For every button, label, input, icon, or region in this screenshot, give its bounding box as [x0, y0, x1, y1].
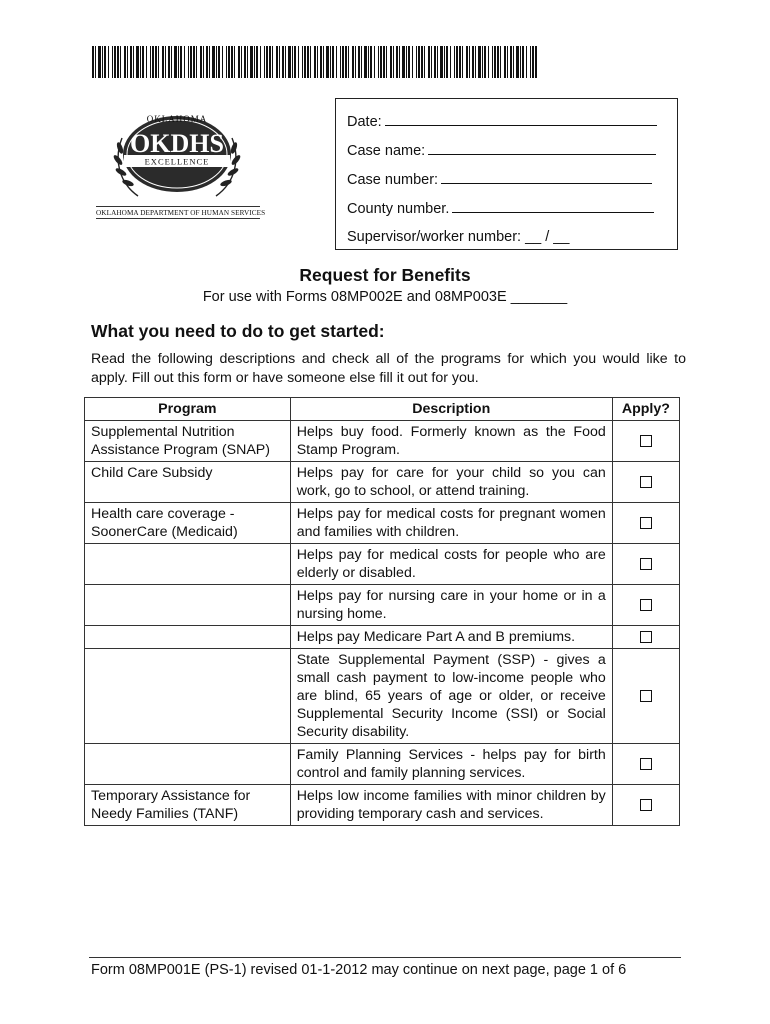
description-cell: State Supplemental Payment (SSP) - gives a small cash payment to low-income people who are blind, 65 years of age or older, or receive Supplemental Security Income (SSI) or Social Security disability.: [290, 649, 612, 744]
description-header: Description: [290, 398, 612, 421]
benefits-table: [84, 397, 680, 826]
case-number-field[interactable]: [441, 171, 652, 184]
apply-cell: [612, 503, 679, 544]
county-number-field[interactable]: [452, 200, 654, 213]
apply-checkbox-child-care[interactable]: [640, 476, 652, 488]
apply-checkbox-nursing-care[interactable]: [640, 599, 652, 611]
county-number-row: [347, 200, 654, 217]
table-row: [85, 744, 680, 785]
okdhs-logo: [96, 106, 266, 224]
description-cell: Helps pay for nursing care in your home or in a nursing home.: [290, 585, 612, 626]
apply-checkbox-tanf[interactable]: [640, 799, 652, 811]
program-cell: [85, 626, 291, 649]
apply-header: Apply?: [612, 398, 679, 421]
table-header-row: [85, 398, 680, 421]
apply-checkbox-elderly-disabled[interactable]: [640, 558, 652, 570]
apply-cell: [612, 744, 679, 785]
page-subtitle: For use with Forms 08MP002E and 08MP003E _______: [202, 289, 568, 305]
date-row: [347, 113, 657, 130]
case-info-box: [335, 98, 678, 250]
date-label: Date:: [347, 114, 382, 130]
table-row: [85, 421, 680, 462]
table-row: [85, 649, 680, 744]
program-cell: Health care coverage - SoonerCare (Medicaid): [85, 503, 291, 544]
program-cell: [85, 649, 291, 744]
apply-cell: [612, 626, 679, 649]
okdhs-seal-icon: [110, 108, 244, 204]
logo-motto-text: EXCELLENCE: [144, 156, 210, 167]
apply-checkbox-family-planning[interactable]: [640, 758, 652, 770]
program-cell: [85, 544, 291, 585]
program-cell: [85, 744, 291, 785]
county-number-label: County number.: [347, 201, 450, 217]
date-field[interactable]: [385, 113, 657, 126]
apply-checkbox-pregnant-families[interactable]: [640, 517, 652, 529]
description-cell: Helps pay for medical costs for people who are elderly or disabled.: [290, 544, 612, 585]
table-row: [85, 544, 680, 585]
logo-top-text: OKLAHOMA: [146, 114, 208, 124]
apply-cell: [612, 649, 679, 744]
supervisor-row[interactable]: [347, 229, 569, 245]
description-cell: Helps pay Medicare Part A and B premiums.: [290, 626, 612, 649]
table-row: [85, 585, 680, 626]
page-footer: Form 08MP001E (PS-1) revised 01-1-2012 may continue on next page, page 1 of 6: [91, 962, 627, 978]
page-title: Request for Benefits: [299, 265, 471, 285]
case-name-field[interactable]: [428, 142, 656, 155]
description-cell: Helps pay for care for your child so you can work, go to school, or attend training.: [290, 462, 612, 503]
footer-divider: [89, 957, 681, 958]
case-name-label: Case name:: [347, 143, 426, 159]
apply-cell: [612, 544, 679, 585]
apply-checkbox-ssp[interactable]: [640, 690, 652, 702]
form-barcode: [92, 46, 537, 78]
table-row: [85, 503, 680, 544]
program-cell: Child Care Subsidy: [85, 462, 291, 503]
description-cell: Helps pay for medical costs for pregnant women and families with children.: [290, 503, 612, 544]
section-heading: What you need to do to get started:: [91, 321, 385, 341]
program-header: Program: [85, 398, 291, 421]
program-cell: Supplemental Nutrition Assistance Program (SNAP): [85, 421, 291, 462]
logo-main-text: OKDHS: [130, 129, 224, 158]
table-row: [85, 785, 680, 826]
table-row: [85, 626, 680, 649]
apply-cell: [612, 421, 679, 462]
apply-cell: [612, 785, 679, 826]
description-cell: Family Planning Services - helps pay for birth control and family planning services.: [290, 744, 612, 785]
intro-text: Read the following descriptions and check all of the programs for which you would like to apply. Fill out this form or have someone else fill it out for you.: [91, 351, 686, 386]
description-cell: Helps low income families with minor children by providing temporary cash and services.: [290, 785, 612, 826]
case-number-row: [347, 171, 652, 188]
apply-checkbox-medicare-premiums[interactable]: [640, 631, 652, 643]
apply-checkbox-snap[interactable]: [640, 435, 652, 447]
program-cell: Temporary Assistance for Needy Families (TANF): [85, 785, 291, 826]
logo-caption: OKLAHOMA DEPARTMENT OF HUMAN SERVICES: [96, 206, 260, 219]
table-row: [85, 462, 680, 503]
apply-cell: [612, 585, 679, 626]
program-cell: [85, 585, 291, 626]
apply-cell: [612, 462, 679, 503]
case-number-label: Case number:: [347, 172, 439, 188]
supervisor-label: Supervisor/worker number: __ / __: [347, 229, 570, 245]
description-cell: Helps buy food. Formerly known as the Food Stamp Program.: [290, 421, 612, 462]
case-name-row: [347, 142, 656, 159]
